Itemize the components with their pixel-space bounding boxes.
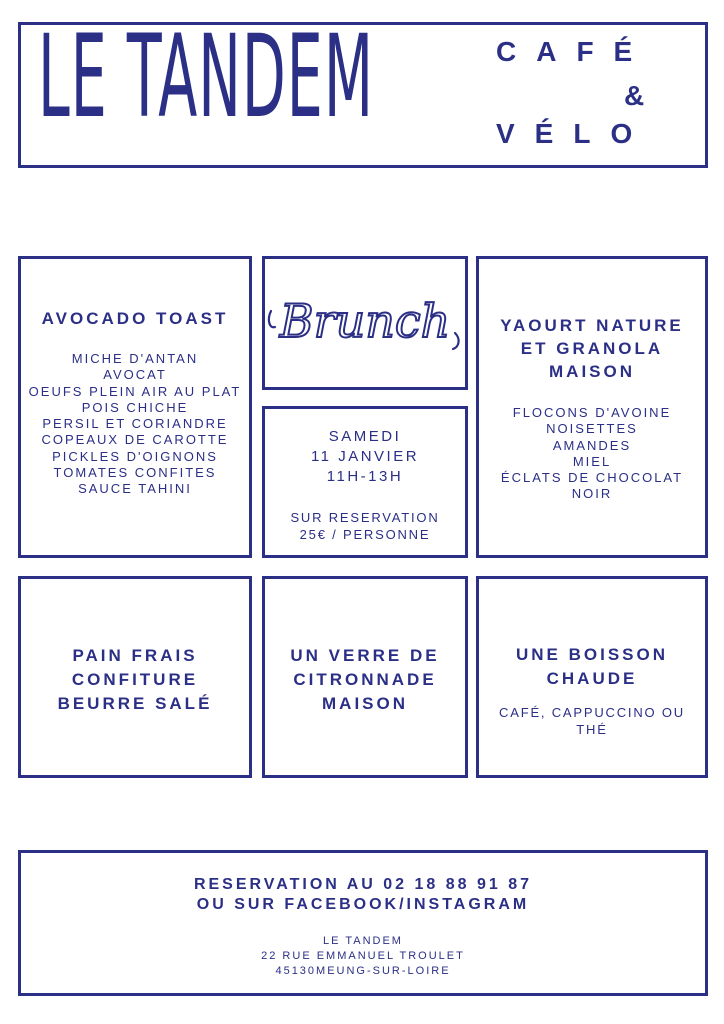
list-item: MIEL: [572, 453, 612, 469]
list-item: COPEAUX DE CAROTTE: [41, 432, 229, 448]
boisson-detail-1: CAFÉ, CAPPUCCINO OU: [499, 705, 685, 720]
list-item: ÉCLATS DE CHOCOLAT: [500, 470, 684, 486]
brunch-script-logo: [265, 259, 465, 387]
brunch-card: [262, 256, 468, 390]
yaourt-title-line-1: YAOURT NATURE: [500, 316, 684, 335]
event-day: SAMEDI: [328, 428, 402, 445]
list-item: PICKLES D'OIGNONS: [52, 448, 218, 464]
page-title: LE TANDEM: [38, 10, 374, 143]
pain-line-3: BEURRE SALÉ: [57, 694, 213, 713]
footer-address-street: 22 RUE EMMANUEL TROULET: [261, 950, 465, 962]
event-reservation: SUR RESERVATION: [290, 510, 440, 525]
boisson-line-1: UNE BOISSON: [515, 645, 669, 664]
footer-box: [18, 850, 708, 996]
footer-reservation-social: OU SUR FACEBOOK/INSTAGRAM: [196, 896, 530, 913]
tagline-ampersand: &: [624, 80, 645, 111]
boisson-line-2: CHAUDE: [546, 669, 638, 688]
pain-line-1: PAIN FRAIS: [72, 646, 198, 665]
boisson-detail-2: THÉ: [576, 722, 608, 737]
brunch-script-text: Brunch: [279, 294, 451, 348]
footer-reservation-phone: RESERVATION AU 02 18 88 91 87: [193, 876, 533, 893]
tagline-velo: VÉLO: [496, 118, 653, 149]
event-date: 11 JANVIER: [310, 448, 420, 465]
boisson-card: [476, 576, 708, 778]
citronnade-line-2: CITRONNADE: [293, 670, 437, 689]
avocado-toast-title: AVOCADO TOAST: [41, 309, 229, 328]
list-item: MICHE D'ANTAN: [71, 351, 199, 366]
event-card: [262, 406, 468, 558]
event-price: 25€ / PERSONNE: [299, 527, 431, 542]
footer-address-city: 45130MEUNG-SUR-LOIRE: [275, 965, 451, 977]
list-item: OEUFS PLEIN AIR AU PLAT: [28, 383, 242, 399]
avocado-toast-ingredients: [21, 351, 249, 498]
tagline-cafe: CAFÉ: [496, 36, 653, 67]
list-item: PERSIL ET CORIANDRE: [42, 416, 228, 432]
list-item: AVOCAT: [103, 367, 167, 383]
list-item: POIS CHICHE: [81, 399, 189, 415]
list-item: NOIR: [571, 486, 613, 502]
pain-line-2: CONFITURE: [71, 670, 199, 689]
list-item: AMANDES: [552, 437, 632, 453]
yaourt-title-line-3: MAISON: [549, 362, 635, 381]
event-time: 11H-13H: [326, 468, 404, 485]
avocado-toast-card: [18, 256, 252, 558]
yaourt-card: [476, 256, 708, 558]
pain-card: [18, 576, 252, 778]
list-item: TOMATES CONFITES: [53, 465, 217, 481]
list-item: NOISETTES: [546, 421, 638, 437]
footer-address-name: LE TANDEM: [323, 935, 403, 947]
list-item: SAUCE TAHINI: [78, 481, 192, 497]
citronnade-line-3: MAISON: [322, 694, 408, 713]
citronnade-card: [262, 576, 468, 778]
list-item: FLOCONS D'AVOINE: [512, 405, 672, 420]
yaourt-ingredients: [479, 405, 705, 503]
citronnade-line-1: UN VERRE DE: [290, 646, 440, 665]
yaourt-title-line-2: ET GRANOLA: [520, 339, 664, 358]
